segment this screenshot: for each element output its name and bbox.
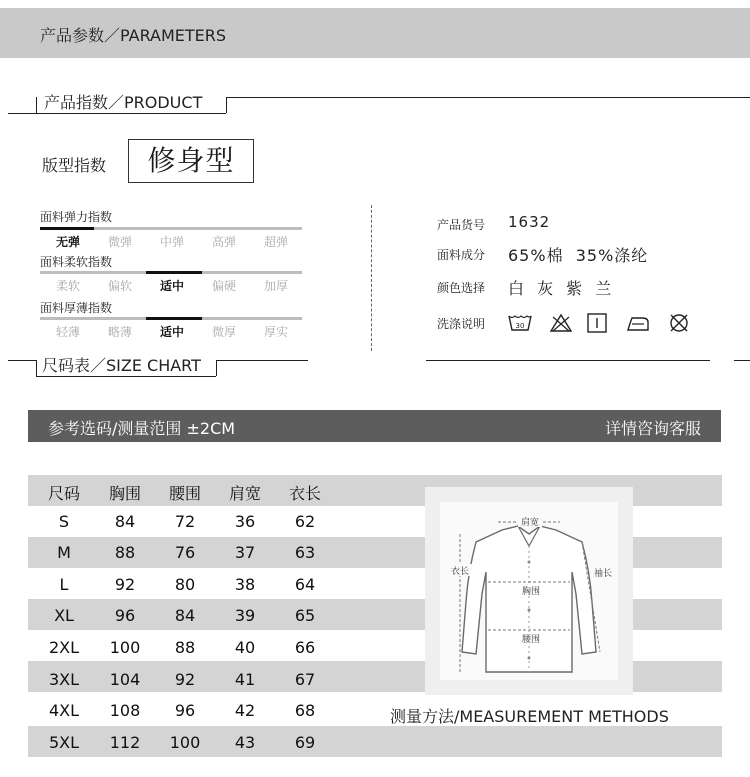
svg-text:肩宽: 肩宽 bbox=[520, 518, 540, 528]
table-cell: 36 bbox=[234, 512, 256, 531]
shirt-diagram-icon bbox=[440, 502, 618, 680]
table-cell: 72 bbox=[174, 512, 196, 531]
elasticity-scale bbox=[40, 227, 302, 249]
section-divider bbox=[371, 205, 372, 351]
table-cell: 92 bbox=[114, 575, 136, 594]
fit-label: 版型指数 bbox=[42, 156, 107, 175]
table-cell: L bbox=[59, 575, 69, 594]
size-banner bbox=[28, 410, 721, 442]
item-no-value: 1632 bbox=[508, 213, 551, 231]
table-cell: 108 bbox=[109, 701, 141, 720]
scale-option: 微厚 bbox=[211, 325, 236, 339]
scale-option: 轻薄 bbox=[55, 325, 80, 339]
table-cell: 92 bbox=[174, 670, 196, 689]
parameters-header bbox=[0, 8, 750, 58]
care-label: 洗涤说明 bbox=[437, 317, 486, 331]
table-cell: 67 bbox=[294, 670, 316, 689]
size-section-title: 尺码表／SIZE CHART bbox=[38, 353, 205, 376]
table-cell: 84 bbox=[114, 512, 136, 531]
svg-text:衣长: 衣长 bbox=[450, 567, 470, 577]
table-header-cell: 肩宽 bbox=[228, 484, 261, 503]
parameters-title: 产品参数／PARAMETERS bbox=[40, 26, 227, 45]
banner-right-text: 详情咨询客服 bbox=[604, 419, 701, 438]
table-cell: 84 bbox=[174, 606, 196, 625]
table-header-cell: 胸围 bbox=[108, 484, 141, 503]
scale-option: 厚实 bbox=[263, 325, 288, 339]
table-cell: 42 bbox=[234, 701, 256, 720]
table-header-cell: 衣长 bbox=[288, 484, 321, 503]
table-cell: 104 bbox=[109, 670, 141, 689]
table-cell: 68 bbox=[294, 701, 316, 720]
fabric-label: 面料成分 bbox=[437, 248, 486, 262]
table-cell: 66 bbox=[294, 638, 316, 657]
thickness-scale bbox=[40, 317, 302, 339]
table-cell: 39 bbox=[234, 606, 256, 625]
scale-option: 略薄 bbox=[107, 325, 132, 339]
scale-option: 无弹 bbox=[55, 235, 80, 249]
table-header-cell: 腰围 bbox=[168, 484, 201, 503]
iron-icon bbox=[626, 313, 650, 333]
table-cell: 63 bbox=[294, 543, 316, 562]
table-cell: 40 bbox=[234, 638, 256, 657]
table-cell: XL bbox=[54, 606, 74, 625]
table-cell: M bbox=[57, 543, 71, 562]
svg-text:袖长: 袖长 bbox=[593, 569, 613, 579]
table-cell: 96 bbox=[174, 701, 196, 720]
banner-left-text: 参考选码/测量范围 ±2CM bbox=[48, 419, 236, 438]
colors-value: 白 灰 紫 兰 bbox=[508, 279, 616, 298]
fit-value: 修身型 bbox=[147, 144, 235, 177]
item-no-label: 产品货号 bbox=[437, 218, 486, 232]
table-cell: 88 bbox=[114, 543, 136, 562]
scale-option: 高弹 bbox=[211, 235, 236, 249]
table-cell: 100 bbox=[169, 733, 201, 752]
thickness-selected-bar bbox=[146, 317, 202, 320]
table-cell: 38 bbox=[234, 575, 256, 594]
scale-option: 微弹 bbox=[107, 235, 132, 249]
table-cell: 41 bbox=[234, 670, 256, 689]
product-section-title: 产品指数／PRODUCT bbox=[40, 90, 206, 113]
softness-scale bbox=[40, 271, 302, 293]
svg-text:腰围: 腰围 bbox=[521, 635, 541, 645]
table-cell: 76 bbox=[174, 543, 196, 562]
table-cell: 62 bbox=[294, 512, 316, 531]
scale-option: 中弹 bbox=[159, 235, 184, 249]
table-cell: 3XL bbox=[48, 670, 80, 689]
scale-option: 偏软 bbox=[107, 279, 132, 293]
scale-option: 适中 bbox=[159, 279, 184, 293]
fit-value-box bbox=[128, 139, 254, 183]
thickness-title: 面料厚薄指数 bbox=[40, 301, 113, 315]
measurement-methods-title: 测量方法/MEASUREMENT METHODS bbox=[390, 707, 669, 726]
elasticity-selected-bar bbox=[40, 227, 94, 230]
table-cell: 64 bbox=[294, 575, 316, 594]
table-cell: 100 bbox=[109, 638, 141, 657]
table-cell: 65 bbox=[294, 606, 316, 625]
scale-option: 适中 bbox=[159, 325, 184, 339]
scale-option: 偏硬 bbox=[211, 279, 236, 293]
no-bleach-icon bbox=[550, 313, 572, 333]
table-cell: 80 bbox=[174, 575, 196, 594]
table-cell: 2XL bbox=[48, 638, 80, 657]
fabric-value: 65%棉 35%涤纶 bbox=[508, 246, 649, 265]
scale-option: 超弹 bbox=[263, 235, 288, 249]
softness-title: 面料柔软指数 bbox=[40, 255, 113, 269]
table-cell: 5XL bbox=[48, 733, 80, 752]
scale-option: 加厚 bbox=[263, 279, 288, 293]
table-cell: 69 bbox=[294, 733, 316, 752]
table-cell: 37 bbox=[234, 543, 256, 562]
table-header-cell: 尺码 bbox=[47, 484, 80, 503]
softness-selected-bar bbox=[146, 271, 202, 274]
svg-text:胸围: 胸围 bbox=[521, 587, 541, 597]
svg-text:30: 30 bbox=[515, 322, 525, 330]
table-cell: 96 bbox=[114, 606, 136, 625]
table-cell: 43 bbox=[234, 733, 256, 752]
scale-option: 柔软 bbox=[55, 279, 80, 293]
wash-30-icon bbox=[508, 313, 532, 333]
table-cell: S bbox=[58, 512, 70, 531]
tumble-dry-icon bbox=[586, 313, 608, 333]
table-cell: 4XL bbox=[48, 701, 80, 720]
elasticity-title: 面料弹力指数 bbox=[40, 210, 113, 224]
table-cell: 88 bbox=[174, 638, 196, 657]
no-dry-clean-icon bbox=[668, 313, 690, 333]
colors-label: 颜色选择 bbox=[437, 281, 486, 295]
table-cell: 112 bbox=[109, 733, 141, 752]
